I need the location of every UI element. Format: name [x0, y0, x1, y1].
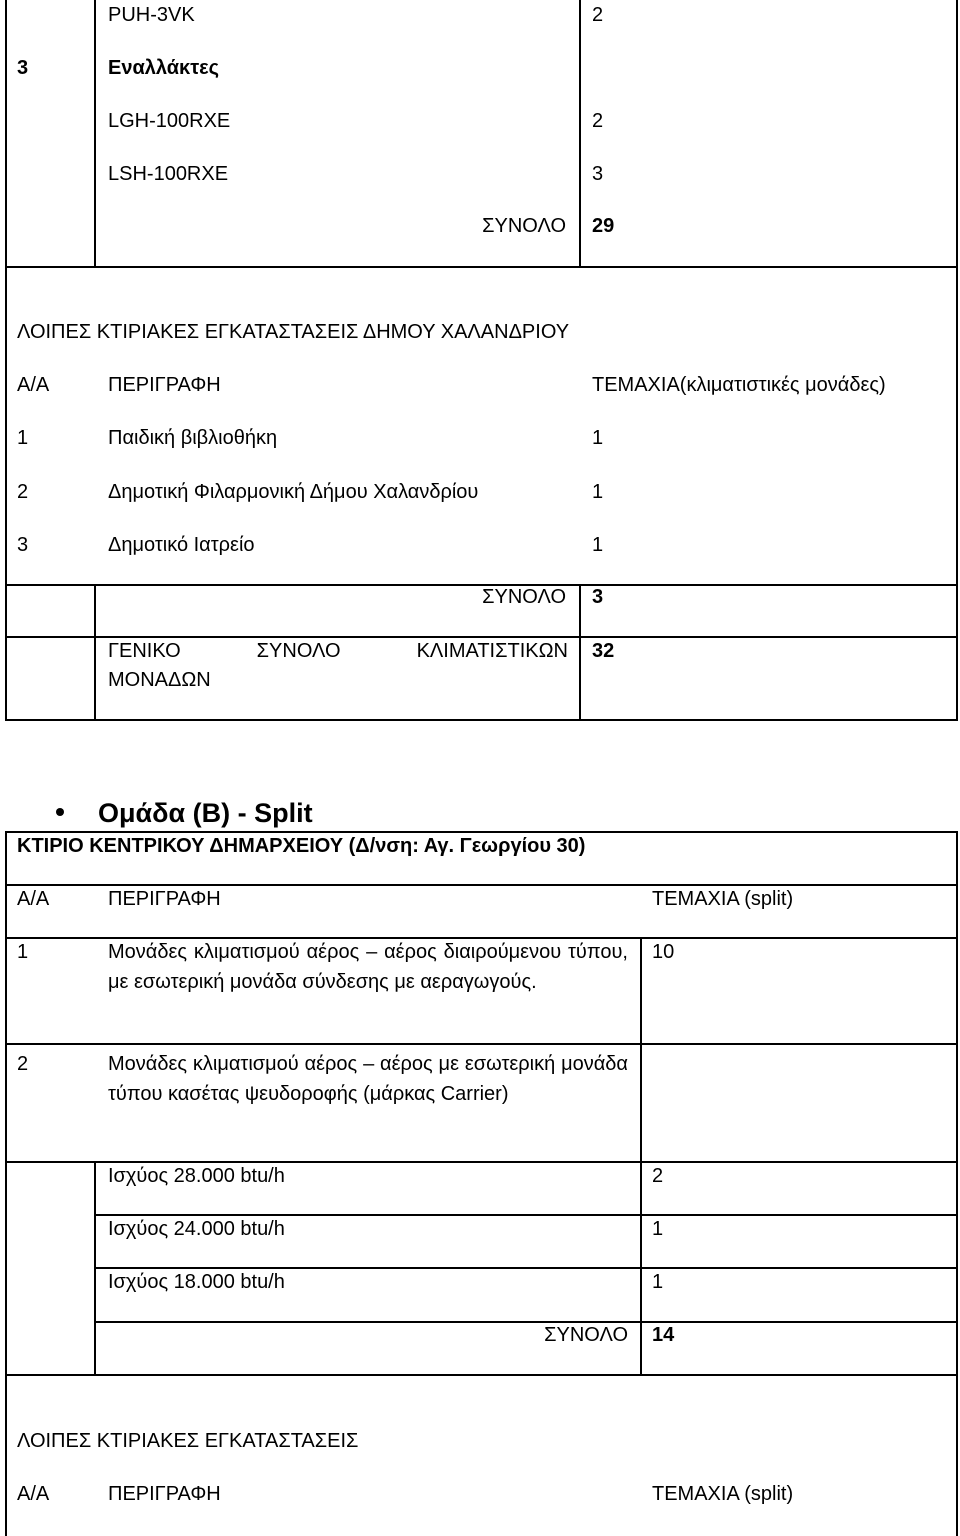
row-model-qty: 2 [592, 110, 604, 132]
grand-total-label-cont: ΜΟΝΑΔΩΝ [108, 669, 211, 691]
grand-total-value: 32 [592, 640, 615, 662]
item-num: 1 [17, 427, 29, 449]
row-model-qty: 2 [592, 4, 604, 26]
subtotal-value: 3 [592, 586, 604, 608]
power-label: Ισχύος 18.000 btu/h [108, 1271, 285, 1293]
item-desc: Μονάδες κλιματισμού αέρος – αέρος διαιρούμενου τύπου, με εσωτερική μονάδα σύνδεσης με αεραγωγούς. [108, 941, 628, 993]
row-model-qty: 3 [592, 163, 604, 185]
item-name: Δημοτικό Ιατρείο [108, 534, 255, 556]
header-desc: ΠΕΡΙΓΡΑΦΗ [108, 374, 221, 396]
item-num: 2 [17, 481, 29, 503]
total-label: ΣΥΝΟΛΟ [544, 1324, 628, 1346]
total-value: 29 [592, 215, 615, 237]
power-label: Ισχύος 24.000 btu/h [108, 1218, 285, 1240]
section-title: ΛΟΙΠΕΣ ΚΤΙΡΙΑΚΕΣ ΕΓΚΑΤΑΣΤΑΣΕΙΣ ΔΗΜΟΥ ΧΑΛΑΝΔΡΙΟΥ [17, 321, 570, 343]
item-desc: Μονάδες κλιματισμού αέρος – αέρος με εσωτερική μονάδα τύπου κασέτας ψευδοροφής (μάρκας Carrier) [108, 1053, 628, 1105]
row-category-name: Εναλλάκτες [108, 57, 220, 79]
row-number: 3 [17, 57, 29, 79]
grand-total-label: ΓΕΝΙΚΟ ΣΥΝΟΛΟ ΚΛΙΜΑΤΙΣΤΙΚΩΝ [108, 640, 568, 662]
header-qty: ΤΕΜΑΧΙΑ (split) [652, 1483, 794, 1505]
item-num: 2 [17, 1053, 29, 1075]
header-num: Α/Α [17, 374, 50, 396]
item-num: 3 [17, 534, 29, 556]
item-qty: 1 [592, 534, 604, 556]
header-num: Α/Α [17, 1483, 50, 1505]
header-num: Α/Α [17, 888, 50, 910]
item-qty: 1 [592, 427, 604, 449]
total-label: ΣΥΝΟΛΟ [482, 215, 566, 237]
header-qty: ΤΕΜΑΧΙΑ (split) [652, 888, 794, 910]
group-title: Ομάδα (Β) - Split [98, 798, 313, 828]
power-label: Ισχύος 28.000 btu/h [108, 1165, 285, 1187]
item-name: Παιδική βιβλιοθήκη [108, 427, 278, 449]
row-model-name: LGH-100RXE [108, 110, 231, 132]
item-qty: 10 [652, 941, 675, 963]
item-qty: 1 [592, 481, 604, 503]
item-name: Δημοτική Φιλαρμονική Δήμου Χαλανδρίου [108, 481, 479, 503]
bullet-icon [56, 808, 64, 816]
power-qty: 1 [652, 1271, 664, 1293]
row-model-name: LSH-100RXE [108, 163, 229, 185]
building-title: ΚΤΙΡΙΟ ΚΕΝΤΡΙΚΟΥ ΔΗΜΑΡΧΕΙΟΥ (Δ/νση: Αγ. Γεωργίου 30) [17, 835, 586, 857]
header-desc: ΠΕΡΙΓΡΑΦΗ [108, 888, 221, 910]
total-value: 14 [652, 1324, 675, 1346]
power-qty: 1 [652, 1218, 664, 1240]
subtotal-label: ΣΥΝΟΛΟ [482, 586, 566, 608]
section-title: ΛΟΙΠΕΣ ΚΤΙΡΙΑΚΕΣ ΕΓΚΑΤΑΣΤΑΣΕΙΣ [17, 1430, 359, 1452]
header-desc: ΠΕΡΙΓΡΑΦΗ [108, 1483, 221, 1505]
row-model-name: PUH-3VK [108, 4, 195, 26]
power-qty: 2 [652, 1165, 664, 1187]
header-qty: ΤΕΜΑΧΙΑ(κλιματιστικές μονάδες) [592, 374, 886, 396]
item-num: 1 [17, 941, 29, 963]
